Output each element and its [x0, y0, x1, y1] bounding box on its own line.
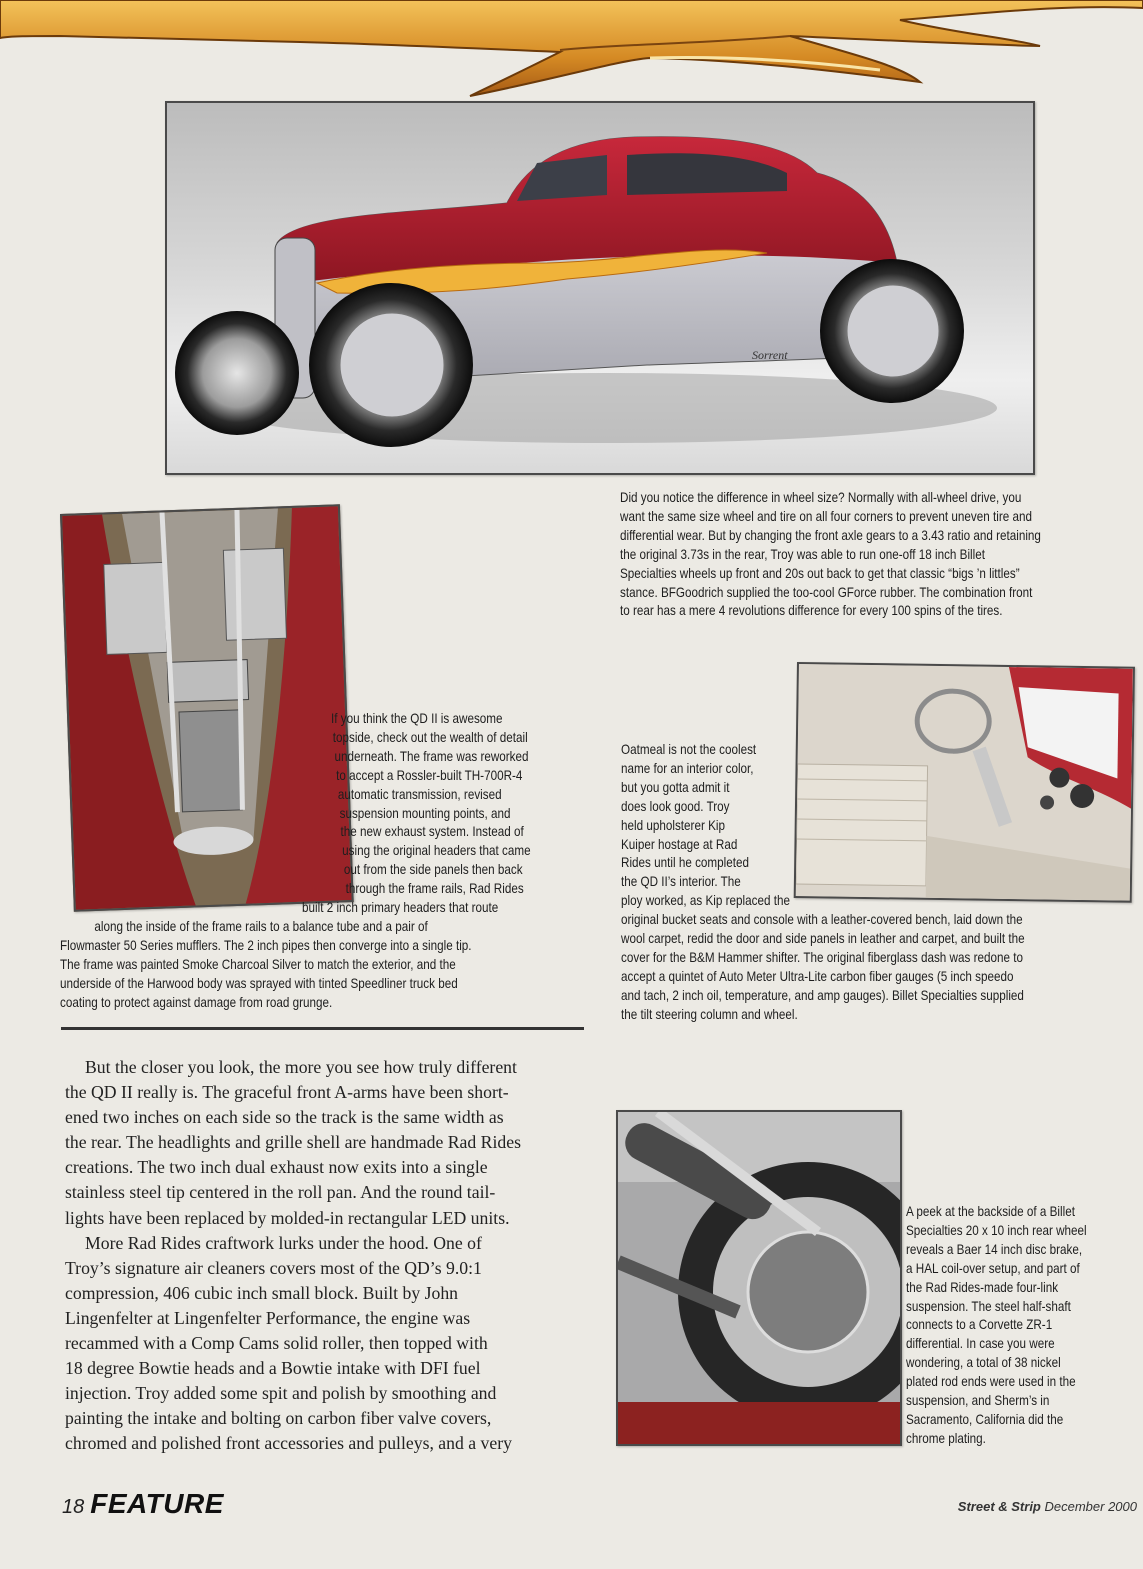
caption-line: built 2 inch primary headers that route	[302, 900, 499, 915]
caption-line: to accept a Rossler-built TH-700R-4	[336, 767, 523, 783]
rear-wheel-caption	[906, 1203, 1087, 1449]
body-line: Troy’s signature air cleaners covers most of the QD’s 9.0:1	[65, 1257, 482, 1278]
caption-line: suspension. The steel half-shaft	[906, 1298, 1071, 1314]
caption-line: underside of the Harwood body was sprayed with tinted Speedliner truck bed	[60, 975, 458, 991]
caption-line: and tach, 2 inch oil, temperature, and amp gauges). Billet Specialties supplied	[621, 987, 1024, 1003]
caption-line: does look good. Troy	[621, 798, 730, 814]
body-line: 18 degree Bowtie heads and a Bowtie intake with DFI fuel	[65, 1358, 481, 1379]
red-silver-coupe-photo	[167, 103, 1033, 473]
caption-line: original bucket seats and console with a leather-covered bench, laid down the	[621, 912, 1023, 928]
body-line: recammed with a Comp Cams solid roller, then topped with	[65, 1333, 488, 1354]
caption-line: topside, check out the wealth of detail	[332, 729, 528, 745]
caption-line: ploy worked, as Kip replaced the	[621, 893, 790, 909]
caption-line: differential. In case you were	[906, 1336, 1055, 1352]
caption-line: differential wear. But by changing the front axle gears to a 3.43 ratio and retaining	[620, 527, 1041, 543]
caption-line: held upholsterer Kip	[621, 817, 725, 833]
body-line: creations. The two inch dual exhaust now exits into a single	[65, 1157, 488, 1178]
hero-car-photo	[165, 101, 1035, 475]
caption-line: plated rod ends were used in the	[906, 1374, 1076, 1390]
body-line: ened two inches on each side so the track is the same width as	[65, 1107, 504, 1128]
body-line: stainless steel tip centered in the roll pan. And the round tail-	[65, 1182, 496, 1203]
caption-line: Kuiper hostage at Rad	[621, 836, 738, 852]
caption-line: Sacramento, California did the	[906, 1411, 1064, 1427]
caption-line: accept a quintet of Auto Meter Ultra-Lite carbon fiber gauges (5 inch speedo	[621, 968, 1014, 984]
caption-line: Flowmaster 50 Series mufflers. The 2 inch pipes then converge into a single tip.	[60, 937, 472, 953]
caption-line: If you think the QD II is awesome	[331, 711, 503, 726]
caption-line: a HAL coil-over setup, and part of	[906, 1260, 1080, 1276]
body-line: Lingenfelter at Lingenfelter Performance, the engine was	[65, 1307, 471, 1328]
caption-line: Did you notice the difference in wheel size? Normally with all-wheel drive, you	[620, 490, 1022, 505]
caption-line: the Rad Rides-made four-link	[906, 1279, 1059, 1295]
caption-line: coating to protect against damage from road grunge.	[60, 994, 333, 1010]
caption-line: stance. BFGoodrich supplied the too-cool GForce rubber. The combination front	[620, 584, 1033, 600]
caption-line: automatic transmission, revised	[337, 786, 502, 802]
caption-line: Rides until he completed	[621, 855, 750, 871]
body-line: the rear. The headlights and grille shell are handmade Rad Rides	[65, 1132, 521, 1153]
caption-line: the tilt steering column and wheel.	[621, 1006, 798, 1022]
caption-line: Specialties wheels up front and 20s out back to get that classic “bigs ’n littles”	[620, 565, 1020, 581]
caption-line: out from the side panels then back	[343, 862, 523, 878]
magazine-name: Street & Strip	[957, 1499, 1041, 1514]
interior-caption	[621, 741, 1025, 1025]
flames-graphic	[0, 0, 1143, 110]
caption-line: Oatmeal is not the coolest	[621, 742, 757, 757]
caption-line: underneath. The frame was reworked	[334, 748, 529, 764]
page-footer-left	[62, 1488, 224, 1520]
caption-line: wool carpet, redid the door and side panels in leather and carpet, and built the	[621, 931, 1025, 947]
section-title: FEATURE	[90, 1488, 224, 1519]
underside-caption-cont	[302, 899, 498, 918]
underside-caption	[331, 710, 531, 899]
caption-line: through the frame rails, Rad Rides	[345, 881, 524, 897]
caption-line: wondering, a total of 38 nickel	[906, 1355, 1061, 1371]
body-line: painting the intake and bolting on carbon fiber valve covers,	[65, 1408, 492, 1429]
caption-line: reveals a Baer 14 inch disc brake,	[906, 1241, 1083, 1257]
section-divider	[61, 1027, 584, 1030]
caption-line: suspension, and Sherm’s in	[906, 1393, 1050, 1409]
caption-line: using the original headers that came	[342, 843, 531, 859]
caption-line: want the same size wheel and tire on all four corners to prevent uneven tire and	[620, 508, 1033, 524]
caption-line: The frame was painted Smoke Charcoal Silver to match the exterior, and the	[60, 956, 456, 972]
caption-line: chrome plating.	[906, 1430, 986, 1446]
underside-photo	[60, 504, 354, 912]
caption-line: connects to a Corvette ZR-1	[906, 1317, 1053, 1333]
article-body	[65, 1055, 521, 1457]
caption-line: A peek at the backside of a Billet	[906, 1204, 1075, 1219]
underside-caption-full	[60, 918, 472, 1013]
caption-line: name for an interior color,	[621, 760, 754, 776]
caption-line: the new exhaust system. Instead of	[340, 824, 524, 840]
body-line: injection. Troy added some spit and polish by smoothing and	[65, 1383, 497, 1404]
caption-line: the original 3.73s in the rear, Troy was able to run one-off 18 inch Billet	[620, 546, 986, 562]
body-line: the QD II really is. The graceful front A-arms have been short-	[65, 1082, 509, 1103]
caption-line: the QD II’s interior. The	[621, 874, 741, 890]
body-line: compression, 406 cubic inch small block. Built by John	[65, 1282, 459, 1303]
car-script-emblem: Sorrent	[752, 348, 788, 362]
page-footer-right	[958, 1499, 1137, 1514]
wheel-size-caption	[620, 489, 1041, 621]
caption-line: Specialties 20 x 10 inch rear wheel	[906, 1222, 1087, 1238]
issue-date: December 2000	[1044, 1499, 1137, 1514]
body-line: More Rad Rides craftwork lurks under the hood. One of	[85, 1232, 482, 1253]
body-line: chromed and polished front accessories and pulleys, and a very	[65, 1433, 512, 1454]
body-line: But the closer you look, the more you see how truly different	[85, 1057, 517, 1077]
rear-wheel-photo	[616, 1110, 902, 1446]
caption-line: suspension mounting points, and	[339, 805, 511, 821]
caption-line: to rear has a mere 4 revolutions difference for every 100 spins of the tires.	[620, 603, 1003, 619]
caption-line: along the inside of the frame rails to a balance tube and a pair of	[94, 919, 428, 934]
page-number: 18	[62, 1496, 85, 1518]
caption-line: but you gotta admit it	[621, 779, 730, 795]
body-line: lights have been replaced by molded-in rectangular LED units.	[65, 1207, 510, 1228]
caption-line: cover for the B&M Hammer shifter. The original fiberglass dash was redone to	[621, 949, 1023, 965]
